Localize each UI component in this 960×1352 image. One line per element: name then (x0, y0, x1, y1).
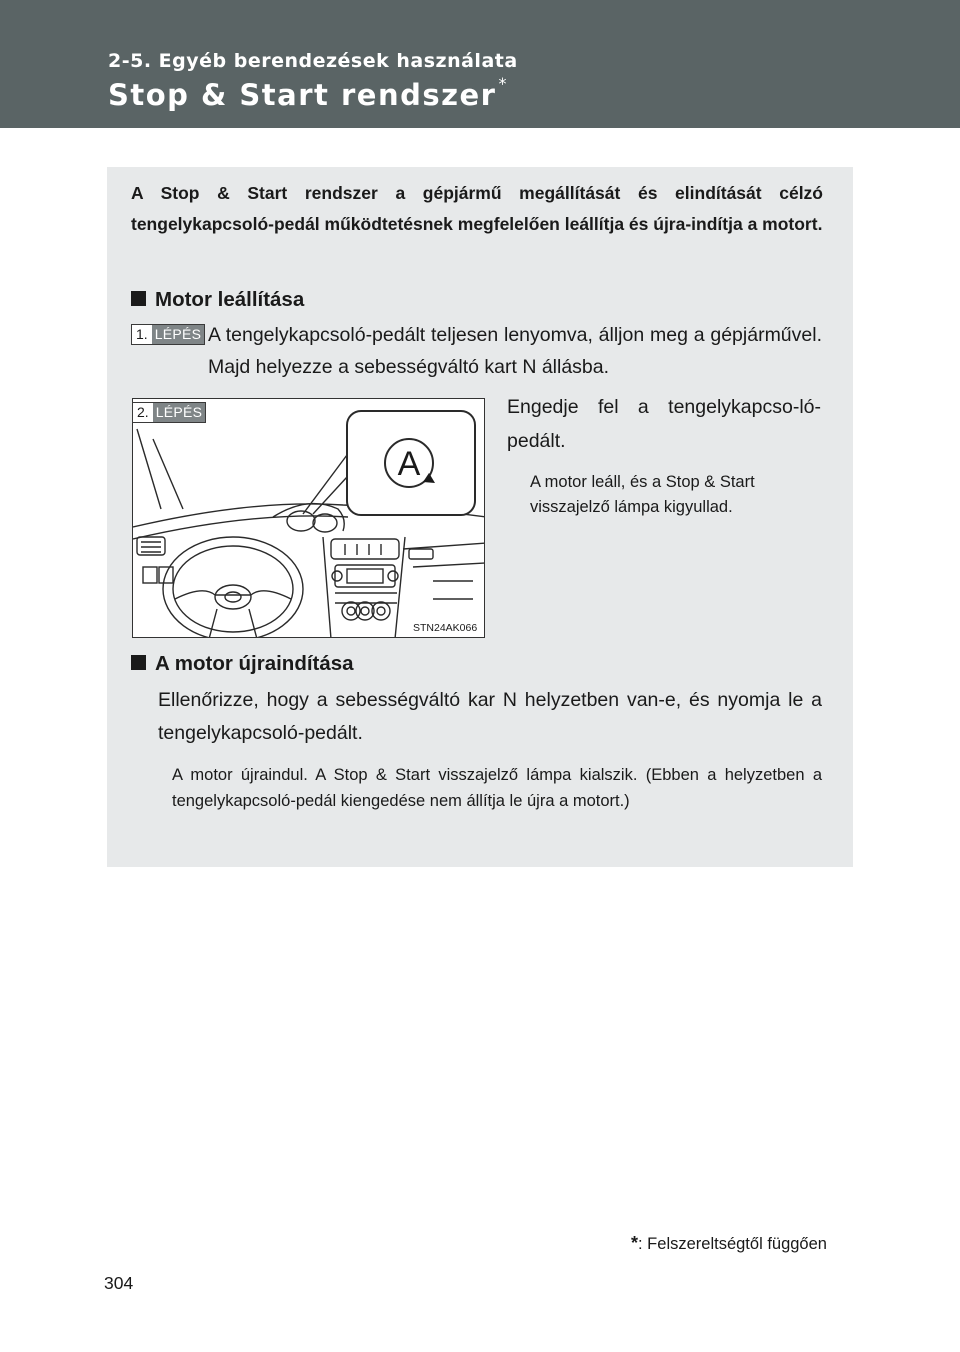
figure-code: STN24AK066 (413, 622, 478, 634)
step-number: 1. (132, 325, 152, 344)
asterisk-icon: * (631, 1233, 639, 1253)
step-word: LÉPÉS (153, 403, 206, 422)
optional-equipment-mark: * (498, 74, 508, 93)
step-badge-2 (132, 402, 206, 423)
section-heading-engine-restart (131, 652, 354, 676)
step-badge-1 (131, 324, 205, 345)
dashboard-drawing (133, 399, 485, 638)
footnote (631, 1233, 827, 1254)
section-label: 2-5. Egyéb berendezések használata (108, 50, 518, 72)
page-title (108, 74, 508, 112)
restart-note: A motor újraindul. A Stop & Start visszajelző lámpa kialszik. (Ebben a helyzetben a tengelykapcsoló-pedál kiengedése nem állítja le újra a motort.) (172, 766, 822, 810)
page-number: 304 (104, 1273, 134, 1293)
square-bullet-icon (131, 655, 146, 670)
chapter-header-bar (0, 0, 960, 128)
step-number: 2. (133, 403, 153, 422)
dashboard-illustration (132, 398, 485, 638)
section-heading-text: A motor újraindítása (155, 652, 354, 675)
square-bullet-icon (131, 291, 146, 306)
callout-letter: A (397, 445, 421, 483)
restart-instruction: Ellenőrizze, hogy a sebességváltó kar N helyzetben van-e, és nyomja le a tengelykapcsoló-pedált. (158, 689, 822, 744)
section-heading-engine-stop (131, 288, 304, 312)
step-1-text: A tengelykapcsoló-pedált teljesen lenyomva, álljon meg a gépjárművel. Majd helyezze a sebességváltó kart N állásba. (208, 324, 822, 378)
step-2-note: A motor leáll, és a Stop & Start visszajelző lámpa kigyullad. (530, 473, 755, 516)
step-2-text: Engedje fel a tengelykapcso-ló-pedált. (507, 396, 821, 452)
intro-paragraph: A Stop & Start rendszer a gépjármű megállítását és elindítását célzó tengelykapcsoló-pedál működtetésnek megfelelően leállítja és újra-indítja a motort. (131, 183, 823, 234)
page-title-text: Stop & Start rendszer (108, 78, 497, 112)
section-heading-text: Motor leállítása (155, 288, 305, 311)
footnote-text: : Felszereltségtől függően (638, 1235, 827, 1253)
step-word: LÉPÉS (152, 325, 205, 344)
